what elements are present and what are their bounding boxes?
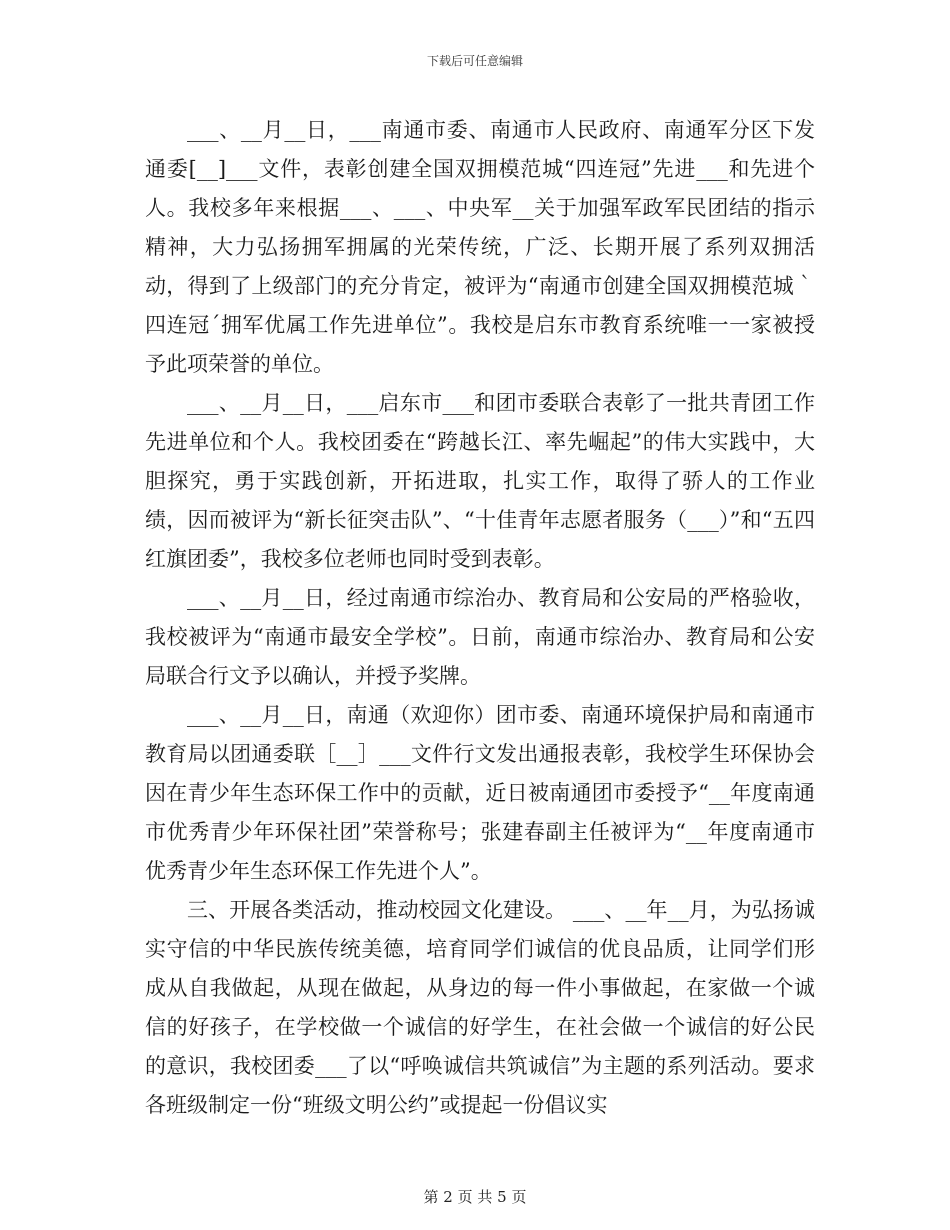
paragraph-campus-culture: 三、开展各类活动，推动校园文化建设。 ___、__年__月，为弘扬诚实守信的中华民族传统美德，培育同学们诚信的优良品质，让同学们形成从自我做起，从现在做起，从身边的每一件小事做起，在家做一个诚信的好孩子，在学校做一个诚信的好学生，在社会做一个诚信的好公民的意识，我校团委___了以“呼唤诚信共筑诚信”为主题的系列活动。要求各班级制定一份“班级文明公约”或提起一份倡议实: [145, 898, 815, 1117]
document-body: [145, 111, 815, 1125]
paragraph-environmental-award: ___、__月__日，南通（欢迎你）团市委、南通环境保护局和南通市教育局以团通委联［__］___文件行文发出通报表彰，我校学生环保协会因在青少年生态环保工作中的贡献，近日被南通团市委授予“__年度南通市优秀青少年环保社团”荣誉称号；张建春副主任被评为“__年度南通市优秀青少年生态环保工作先进个人”。: [145, 703, 815, 883]
page-header: 下载后可任意编辑: [426, 54, 523, 68]
page-number: 第 2 页 共 5 页: [423, 1188, 527, 1206]
paragraph-safest-school: ___、__月__日，经过南通市综治办、教育局和公安局的严格验收，我校被评为“南通市最安全学校”。日前，南通市综治办、教育局和公安局联合行文予以确认，并授予奖牌。: [145, 586, 815, 688]
paragraph-honor-double-support: ___、__月__日，___南通市委、南通市人民政府、南通军分区下发通委[__]___文件，表彰创建全国双拥模范城“四连冠”先进___和先进个人。我校多年来根据___、___、中央军__关于加强军政军民团结的指示精神，大力弘扬拥军拥属的光荣传统，广泛、长期开展了系列双拥活动，得到了上级部门的充分肯定，被评为“南通市创建全国双拥模范城｀四连冠´拥军优属工作先进单位”。我校是启东市教育系统唯一一家被授予此项荣誉的单位。: [145, 118, 815, 376]
paragraph-youth-league-award: ___、__月__日，___启东市___和团市委联合表彰了一批共青团工作先进单位和个人。我校团委在“跨越长江、率先崛起”的伟大实践中，大胆探究，勇于实践创新，开拓进取，扎实工作，取得了骄人的工作业绩，因而被评为“新长征突击队”、“十佳青年志愿者服务（___）”和“五四红旗团委”，我校多位老师也同时受到表彰。: [145, 391, 815, 571]
